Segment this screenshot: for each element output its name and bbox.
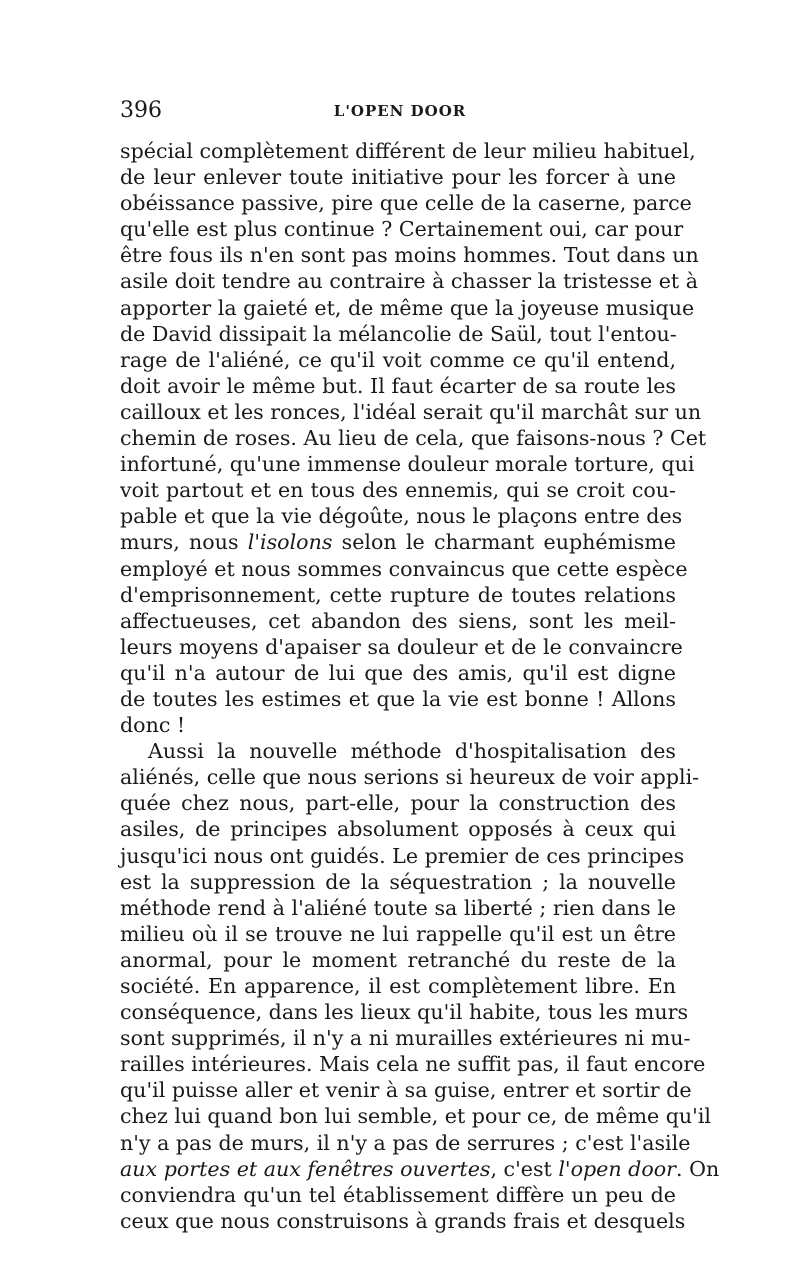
text-run: murs, nous — [120, 530, 248, 555]
text-run: d'emprisonnement, cette rupture de toutes relations — [120, 582, 676, 607]
text-run: doit avoir le même but. Il faut écarter de sa route les — [120, 373, 676, 398]
text-run: société. En apparence, il est complètement libre. En — [120, 974, 676, 998]
text-run: pable et que la vie dégoûte, nous le plaçons entre des — [120, 504, 683, 529]
text-line — [120, 712, 676, 738]
text-line — [120, 608, 676, 634]
text-line — [120, 895, 676, 921]
text-line — [120, 268, 698, 294]
text-line — [120, 973, 676, 999]
body-text — [120, 138, 720, 1234]
text-line — [120, 1156, 720, 1182]
text-run: conséquence, dans les lieux qu'il habite, tous les murs — [120, 1000, 689, 1025]
text-line — [120, 869, 676, 895]
page-header — [120, 96, 680, 126]
text-line — [120, 1103, 712, 1129]
text-line — [120, 686, 676, 712]
text-line — [120, 347, 676, 373]
text-run: ceux que nous construisons à grands frais et desquels — [120, 1208, 686, 1233]
text-run: jusqu'ici nous ont guidés. Le premier de ces principes — [120, 843, 685, 868]
text-line — [120, 190, 692, 216]
text-run: sont supprimés, il n'y a ni murailles extérieures ni mu- — [120, 1026, 691, 1051]
text-run: qu'il n'a autour de lui que des amis, qu'il est digne — [120, 660, 676, 685]
text-line — [120, 1182, 676, 1208]
text-run: donc ! — [120, 713, 186, 738]
text-run: qu'elle est plus continue ? Certainement oui, car pour — [120, 217, 684, 242]
text-line — [120, 425, 707, 451]
text-line — [120, 947, 676, 973]
text-run: qu'il puisse aller et venir à sa guise, entrer et sortir de — [120, 1078, 692, 1103]
text-run: employé et nous sommes convaincus que cette espèce — [120, 556, 688, 581]
text-run: méthode rend à l'aliéné toute sa liberté ; rien dans le — [120, 895, 676, 920]
text-run: aliénés, celle que nous serions si heureux de voir appli- — [120, 765, 700, 790]
text-run: chemin de roses. Au lieu de cela, que faisons-nous ? Cet — [120, 426, 707, 451]
text-run: Aussi la nouvelle méthode d'hospitalisation des — [148, 739, 676, 764]
italic-text: l'open door — [558, 1156, 676, 1181]
text-run: apporter la gaieté et, de même que la joyeuse musique — [120, 295, 695, 320]
text-line — [120, 816, 676, 842]
text-line — [120, 921, 676, 947]
text-line — [120, 582, 676, 608]
text-run: quée chez nous, part-elle, pour la construction des — [120, 791, 676, 816]
text-run: affectueuses, cet abandon des siens, sont les meil- — [120, 608, 676, 633]
text-run: rage de l'aliéné, ce qu'il voit comme ce qu'il entend, — [120, 347, 676, 372]
text-line — [120, 764, 700, 790]
text-run: de leur enlever toute initiative pour les forcer à une — [120, 165, 676, 190]
page-number: 396 — [120, 98, 162, 123]
text-line — [120, 999, 689, 1025]
italic-text: aux portes et aux fenêtres ouvertes — [120, 1156, 491, 1181]
text-line — [120, 529, 676, 555]
text-line — [120, 1051, 706, 1077]
text-line — [120, 503, 683, 529]
text-line — [120, 660, 676, 686]
text-run: est la suppression de la séquestration ; la nouvelle — [120, 869, 676, 894]
text-run: n'y a pas de murs, il n'y a pas de serrures ; c'est l'asile — [120, 1130, 691, 1155]
text-run: chez lui quand bon lui semble, et pour ce, de même qu'il — [120, 1104, 712, 1129]
text-line — [120, 242, 699, 268]
text-line — [120, 1077, 692, 1103]
text-line — [120, 738, 676, 764]
text-line — [120, 634, 683, 660]
text-run: être fous ils n'en sont pas moins hommes. Tout dans un — [120, 243, 699, 268]
text-run: spécial complètement différent de leur milieu habituel, — [120, 139, 696, 163]
running-title: L'OPEN DOOR — [333, 102, 467, 120]
text-line — [120, 216, 684, 242]
text-run: cailloux et les ronces, l'idéal serait qu'il marchât sur un — [120, 399, 702, 424]
text-run: selon le charmant euphémisme — [332, 530, 676, 555]
text-line — [120, 399, 702, 425]
text-line — [120, 477, 676, 503]
text-run: , c'est — [490, 1156, 559, 1181]
text-run: voit partout et en tous des ennemis, qui se croit cou- — [120, 478, 676, 503]
text-line — [120, 373, 676, 399]
text-run: milieu où il se trouve ne lui rappelle qu'il est un être — [120, 921, 676, 946]
text-run: asiles, de principes absolument opposés à ceux qui — [120, 817, 676, 842]
text-line — [120, 1025, 691, 1051]
text-run: obéissance passive, pire que celle de la caserne, parce — [120, 191, 692, 216]
text-line — [120, 843, 685, 869]
italic-text: l'isolons — [247, 530, 333, 555]
text-run: anormal, pour le moment retranché du reste de la — [120, 947, 676, 972]
text-run: asile doit tendre au contraire à chasser la tristesse et à — [120, 269, 698, 294]
text-line — [120, 321, 676, 347]
text-run: leurs moyens d'apaiser sa douleur et de le convaincre — [120, 634, 683, 659]
text-line — [120, 1130, 691, 1156]
text-run: de David dissipait la mélancolie de Saül, tout l'entou- — [120, 321, 677, 346]
text-line — [120, 138, 696, 164]
text-line — [120, 451, 695, 477]
text-line — [120, 556, 688, 582]
text-run: . On — [676, 1156, 720, 1181]
text-run: railles intérieures. Mais cela ne suffit pas, il faut encore — [120, 1052, 706, 1077]
text-run: infortuné, qu'une immense douleur morale torture, qui — [120, 452, 695, 477]
text-run: conviendra qu'un tel établissement diffère un peu de — [120, 1182, 676, 1207]
text-run: de toutes les estimes et que la vie est bonne ! Allons — [120, 686, 676, 711]
text-line — [120, 295, 695, 321]
text-line — [120, 790, 676, 816]
text-line — [120, 164, 676, 190]
text-line — [120, 1208, 686, 1234]
